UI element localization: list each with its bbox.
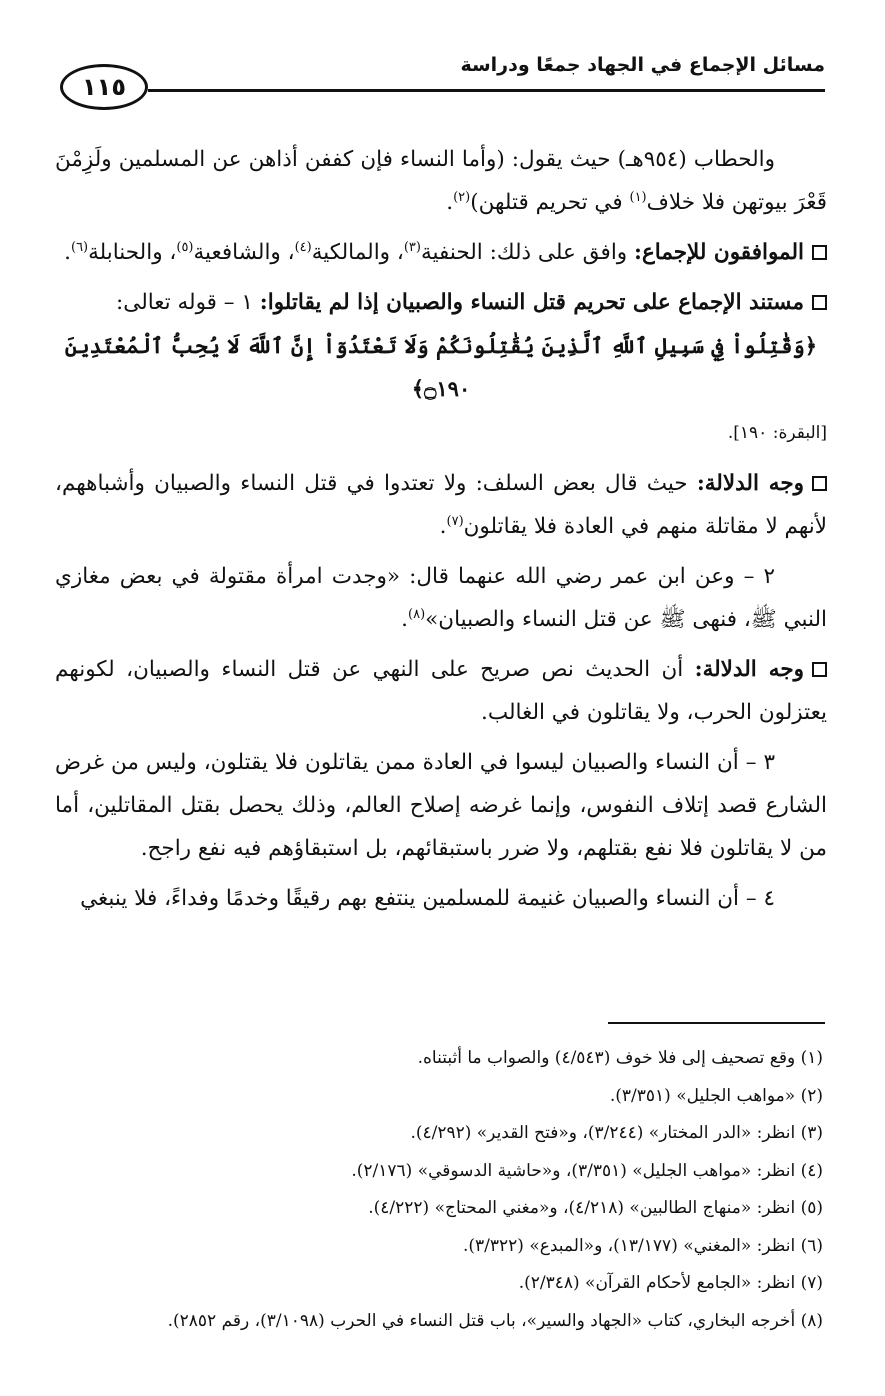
verse-reference: [البقرة: ١٩٠]. xyxy=(727,423,827,443)
footnote-ref-7[interactable]: (٧) xyxy=(446,513,464,529)
footnote-separator xyxy=(608,1022,825,1024)
footnote-ref-3[interactable]: (٣) xyxy=(403,239,421,255)
page-number: ١١٥ xyxy=(60,64,148,110)
square-bullet-icon xyxy=(812,662,827,677)
header-rule xyxy=(148,89,825,92)
section-term: مستند الإجماع على تحريم قتل النساء والصبيان إذا لم يقاتلوا: xyxy=(259,290,804,315)
paragraph-indication-1: وجه الدلالة: حيث قال بعض السلف: ولا تعتدوا في قتل النساء والصبيان وأشباههم، لأنهم لا مقاتلة منهم في العادة فلا يقاتلون$^{(٧)}$. xyxy=(55,471,827,539)
paragraph-evidence: مستند الإجماع على تحريم قتل النساء والصبيان إذا لم يقاتلوا: ١ – قوله تعالى: ﴿وَقَٰتِلُواْ فِي سَبِيلِ ٱللَّهِ ٱلَّذِينَ يُقَٰتِلُونَكُمْ وَلَا تَعْتَدُوٓاْ إِنَّ ٱللَّهَ لَا يُحِبُّ ٱلْمُعْتَدِينَ ۝١٩٠﴾ [البقرة: ١٩٠]. xyxy=(55,281,827,455)
quran-verse: ﴿وَقَٰتِلُواْ فِي سَبِيلِ ٱللَّهِ ٱلَّذِينَ يُقَٰتِلُونَكُمْ وَلَا تَعْتَدُوٓاْ إِنَّ ٱللَّهَ لَا يُحِبُّ ٱلْمُعْتَدِينَ ۝١٩٠﴾ xyxy=(64,333,818,401)
section-term: وجه الدلالة: xyxy=(694,657,804,682)
main-text xyxy=(55,138,827,927)
footnote-item: (٧) انظر: «الجامع لأحكام القرآن» (٢/٣٤٨). xyxy=(518,1273,823,1293)
paragraph-hadith: ٢ – وعن ابن عمر رضي الله عنهما قال: «وجدت امرأة مقتولة في بعض مغازي النبي ﷺ، فنهى ﷺ عن قتل النساء والصبيان»$^{(٨)}$. xyxy=(55,564,827,632)
paragraph-hattab-quote: والحطاب (٩٥٤هـ) حيث يقول: (وأما النساء فإن كففن أذاهن عن المسلمين ولَزِمْنَ قَعْرَ بيوتهن فلا خلاف$^{(١)}$ في تحريم قتلهن)$^{(٢)}$. xyxy=(55,147,827,215)
paragraph-point-3: ٣ – أن النساء والصبيان ليسوا في العادة ممن يقاتلون فلا يقتلون، وليس من غرض الشارع قصد إتلاف النفوس، وإنما غرضه إصلاح العالم، وذلك يحصل بقتل المقاتلين، أما من لا يقاتلون فلا نفع بقتلهم، ولا ضرر باستبقائهم، بل استبقاؤهم فيه نفع راجح. xyxy=(55,750,827,861)
paragraph-indication-2: وجه الدلالة: أن الحديث نص صريح على النهي عن قتل النساء والصبيان، لكونهم يعتزلون الحرب، ولا يقاتلون في الغالب. xyxy=(55,657,827,725)
footnote-item: (١) وقع تصحيف إلى فلا خوف (٤/٥٤٣) والصواب ما أثبتناه. xyxy=(417,1048,823,1068)
square-bullet-icon xyxy=(812,245,827,260)
paragraph-agreeing-schools: الموافقون للإجماع: وافق على ذلك: الحنفية$^{(٣)}$، والمالكية$^{(٤)}$، والشافعية$^{(٥)}$، والحنابلة$^{(٦)}$. xyxy=(55,231,827,274)
footnote-item: (٢) «مواهب الجليل» (٣/٣٥١). xyxy=(609,1085,823,1106)
running-title: مسائل الإجماع في الجهاد جمعًا ودراسة xyxy=(460,54,825,76)
footnote-item: (٣) انظر: «الدر المختار» (٣/٢٤٤)، و«فتح القدير» (٤/٢٩٢). xyxy=(410,1123,823,1143)
running-header xyxy=(60,52,825,112)
footnote-item: (٥) انظر: «منهاج الطالبين» (٤/٢١٨)، و«مغني المحتاج» (٤/٢٢٢). xyxy=(368,1198,823,1218)
footnote-item: (٨) أخرجه البخاري، كتاب «الجهاد والسير»، باب قتل النساء في الحرب (٣/١٠٩٨)، رقم ٢٨٥٢). xyxy=(167,1310,823,1331)
footnote-ref-8[interactable]: (٨) xyxy=(408,606,426,622)
section-term: وجه الدلالة: xyxy=(696,471,804,496)
section-term: الموافقون للإجماع: xyxy=(634,240,804,265)
footnotes xyxy=(55,1040,823,1340)
paragraph-point-4: ٤ – أن النساء والصبيان غنيمة للمسلمين ينتفع بهم رقيقًا وخدمًا وفداءً، فلا ينبغي xyxy=(80,886,775,911)
footnote-item: (٦) انظر: «المغني» (١٣/١٧٧)، و«المبدع» (٣/٣٢٢). xyxy=(462,1235,823,1256)
footnote-ref-1[interactable]: (١) xyxy=(629,189,647,205)
footnote-ref-2[interactable]: (٢) xyxy=(453,189,471,205)
square-bullet-icon xyxy=(812,295,827,310)
footnote-ref-5[interactable]: (٥) xyxy=(176,239,194,255)
footnote-ref-6[interactable]: (٦) xyxy=(70,239,89,255)
square-bullet-icon xyxy=(812,476,827,491)
footnote-item: (٤) انظر: «مواهب الجليل» (٣/٣٥١)، و«حاشية الدسوقي» (٢/١٧٦). xyxy=(351,1160,823,1181)
footnote-ref-4[interactable]: (٤) xyxy=(294,239,312,255)
